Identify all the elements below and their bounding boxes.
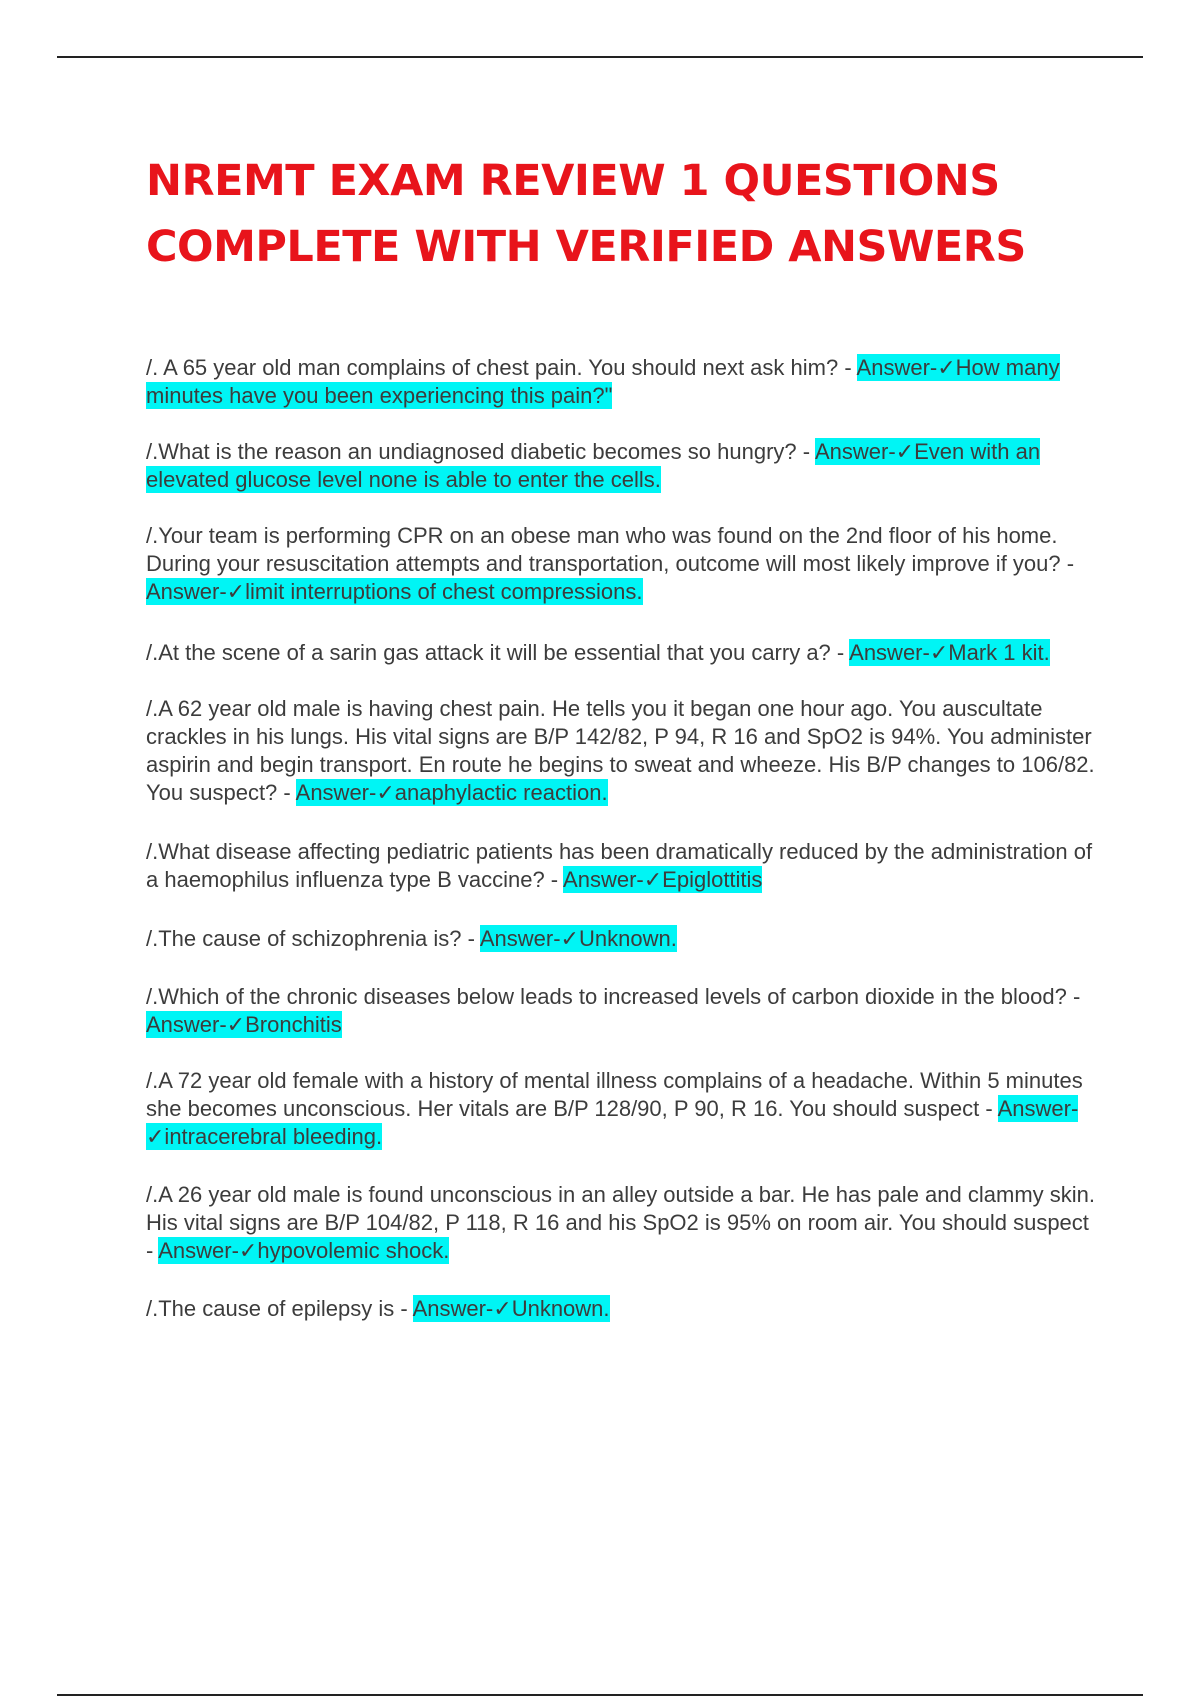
- qa-item: [146, 522, 1096, 606]
- document-title-line-1: NREMT EXAM REVIEW 1 QUESTIONS: [146, 156, 1000, 206]
- answer-highlight: Answer-✓hypovolemic shock.: [158, 1238, 450, 1263]
- qa-item: [146, 354, 1096, 410]
- qa-item: [146, 438, 1096, 494]
- question-text: /.What disease affecting pediatric patients has been dramatically reduced by the administration of a haemophilus influenza type B vaccine? -: [146, 839, 1093, 892]
- footer-rule: [57, 1694, 1143, 1696]
- question-text: /.Which of the chronic diseases below leads to increased levels of carbon dioxide in the blood? -: [146, 984, 1081, 1009]
- qa-item: [146, 983, 1096, 1039]
- answer-highlight: Answer-✓intracerebral bleeding.: [146, 1096, 1079, 1149]
- question-text: /.Your team is performing CPR on an obese man who was found on the 2nd floor of his home. During your resuscitation attempts and transportation, outcome will most likely improve if you? -: [146, 523, 1075, 576]
- qa-list: [146, 354, 1096, 1351]
- header-rule: [57, 56, 1143, 58]
- question-text: /.A 72 year old female with a history of mental illness complains of a headache. Within 5 minutes she becomes unconscious. Her vitals are B/P 128/90, P 90, R 16. You should suspect -: [146, 1068, 1083, 1121]
- question-text: /.A 26 year old male is found unconscious in an alley outside a bar. He has pale and clammy skin. His vital signs are B/P 104/82, P 118, R 16 and his SpO2 is 95% on room air. You should suspect -: [146, 1182, 1095, 1263]
- answer-highlight: Answer-✓Mark 1 kit.: [849, 640, 1050, 665]
- qa-item: [146, 838, 1096, 894]
- question-text: /.The cause of epilepsy is -: [146, 1296, 413, 1321]
- answer-highlight: Answer-✓Even with an elevated glucose level none is able to enter the cells.: [146, 439, 1041, 492]
- qa-item: [146, 1295, 1096, 1323]
- qa-item: [146, 1181, 1096, 1265]
- answer-highlight: Answer-✓anaphylactic reaction.: [295, 780, 608, 805]
- qa-item: [146, 1067, 1096, 1151]
- answer-highlight: Answer-✓Unknown.: [479, 926, 677, 951]
- qa-item: [146, 695, 1096, 807]
- question-text: /.At the scene of a sarin gas attack it will be essential that you carry a? -: [146, 640, 850, 665]
- qa-item: [146, 925, 1096, 953]
- question-text: /.What is the reason an undiagnosed diabetic becomes so hungry? -: [146, 439, 815, 464]
- answer-highlight: Answer-✓Bronchitis: [146, 1012, 342, 1037]
- question-text: /.The cause of schizophrenia is? -: [146, 926, 480, 951]
- document-title: [146, 148, 1106, 280]
- answer-highlight: Answer-✓Unknown.: [412, 1296, 610, 1321]
- answer-highlight: Answer-✓Epiglottitis: [563, 867, 763, 892]
- document-title-line-2: COMPLETE WITH VERIFIED ANSWERS: [146, 222, 1026, 272]
- answer-highlight: Answer-✓How many minutes have you been experiencing this pain?": [146, 355, 1060, 408]
- question-text: /. A 65 year old man complains of chest pain. You should next ask him? -: [146, 355, 857, 380]
- question-text: /.A 62 year old male is having chest pain. He tells you it began one hour ago. You auscultate crackles in his lungs. His vital signs are B/P 142/82, P 94, R 16 and SpO2 is 94%. You administer aspirin and begin transport. En route he begins to sweat and wheeze. His B/P changes to 106/82. You suspect? -: [146, 696, 1095, 805]
- qa-item: [146, 639, 1096, 667]
- answer-highlight: Answer-✓limit interruptions of chest compressions.: [146, 579, 643, 604]
